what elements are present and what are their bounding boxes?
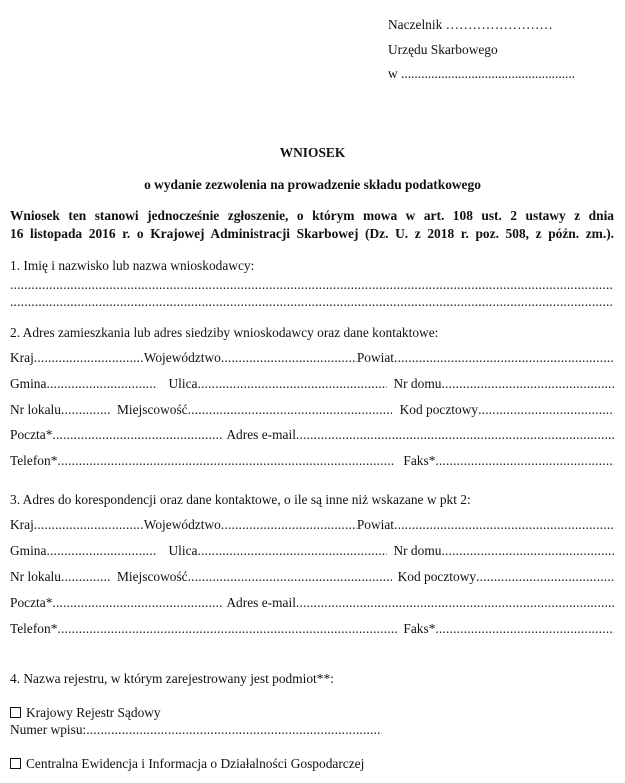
document-title: WNIOSEK	[279, 145, 346, 160]
s3-telefon-label: Telefon*	[10, 621, 58, 636]
s2-poczta-field[interactable]	[52, 427, 222, 443]
s3-gmina-field[interactable]	[46, 543, 156, 559]
ceidg-checkbox[interactable]	[10, 758, 21, 769]
s2-kod-pocztowy-label: Kod pocztowy	[399, 402, 479, 417]
s2-nr-domu-label: Nr domu	[393, 376, 442, 391]
krs-label: Krajowy Rejestr Sądowy	[26, 705, 161, 720]
addressee-line-2: Urzędu Skarbowego	[388, 42, 498, 57]
s2-powiat-field[interactable]	[394, 350, 614, 366]
intro-line-1: Wniosek ten stanowi jednocześnie zgłoszenie, o którym mowa w art. 108 ust. 2 ustawy z dnia	[10, 208, 614, 223]
s2-telefon-field[interactable]	[57, 453, 395, 469]
s3-nr-lokalu-label: Nr lokalu	[10, 569, 61, 584]
numer-wpisu-row	[10, 722, 382, 738]
addressee-line-1: Naczelnik ……………………	[388, 17, 553, 32]
s3-ulica-field[interactable]	[197, 543, 387, 559]
s2-poczta-label: Poczta*	[10, 427, 53, 442]
s2-email-field[interactable]	[296, 427, 614, 443]
section-3-heading: 3. Adres do korespondencji oraz dane kontaktowe, o ile są inne niż wskazane w pkt 2:	[10, 492, 471, 507]
s2-faks-label: Faks*	[403, 453, 436, 468]
s3-kraj-field[interactable]	[34, 517, 144, 533]
s3-powiat-label: Powiat	[356, 517, 395, 532]
s2-email-label: Adres e-mail	[226, 427, 296, 442]
s2-row-telefon	[10, 453, 614, 469]
s2-row-kraj	[10, 350, 614, 366]
s2-miejscowosc-label: Miejscowość	[116, 402, 188, 417]
s2-nr-lokalu-field[interactable]	[61, 402, 111, 418]
s3-row-lokal	[10, 569, 614, 585]
s3-email-field[interactable]	[296, 595, 614, 611]
s3-kod-pocztowy-field[interactable]	[476, 569, 614, 585]
s2-kraj-label: Kraj	[10, 350, 34, 365]
s2-kraj-field[interactable]	[34, 350, 144, 366]
s3-faks-field[interactable]	[435, 621, 614, 637]
s2-nr-domu-field[interactable]	[441, 376, 614, 392]
section-2-heading: 2. Adres zamieszkania lub adres siedziby wnioskodawcy oraz dane kontaktowe:	[10, 325, 439, 340]
s2-miejscowosc-field[interactable]	[188, 402, 392, 418]
s2-row-lokal	[10, 402, 614, 418]
name-field-line-2[interactable]	[10, 294, 614, 310]
s3-telefon-field[interactable]	[57, 621, 397, 637]
s3-wojewodztwo-label: Województwo	[143, 517, 221, 532]
s2-ulica-label: Ulica	[168, 376, 198, 391]
s3-faks-label: Faks*	[403, 621, 436, 636]
intro-line-2: 16 listopada 2016 r. o Krajowej Administracji Skarbowej (Dz. U. z 2018 r. poz. 508, z późn. zm.).	[10, 226, 614, 241]
s3-kraj-label: Kraj	[10, 517, 34, 532]
s3-miejscowosc-field[interactable]	[188, 569, 392, 585]
s2-gmina-field[interactable]	[46, 376, 156, 392]
section-1-heading: 1. Imię i nazwisko lub nazwa wnioskodawcy:	[10, 258, 255, 273]
s2-wojewodztwo-field[interactable]	[221, 350, 357, 366]
addressee-line-3: w ....................................................	[388, 66, 576, 81]
s3-row-telefon	[10, 621, 614, 637]
s2-wojewodztwo-label: Województwo	[143, 350, 221, 365]
numer-wpisu-label: Numer wpisu:	[10, 722, 87, 737]
s2-ulica-field[interactable]	[197, 376, 387, 392]
s3-miejscowosc-label: Miejscowość	[116, 569, 188, 584]
s3-email-label: Adres e-mail	[226, 595, 296, 610]
s2-nr-lokalu-label: Nr lokalu	[10, 402, 61, 417]
ceidg-label: Centralna Ewidencja i Informacja o Działalności Gospodarczej	[26, 756, 365, 771]
s3-row-gmina	[10, 543, 614, 559]
s2-row-gmina	[10, 376, 614, 392]
s3-ulica-label: Ulica	[168, 543, 198, 558]
s3-powiat-field[interactable]	[394, 517, 614, 533]
s3-nr-lokalu-field[interactable]	[61, 569, 111, 585]
s3-poczta-field[interactable]	[52, 595, 222, 611]
section-4-heading: 4. Nazwa rejestru, w którym zarejestrowany jest podmiot**:	[10, 671, 334, 686]
s2-telefon-label: Telefon*	[10, 453, 58, 468]
s3-row-poczta	[10, 595, 614, 611]
s3-wojewodztwo-field[interactable]	[221, 517, 357, 533]
option-krs[interactable]	[10, 705, 161, 721]
s3-row-kraj	[10, 517, 614, 533]
krs-checkbox[interactable]	[10, 707, 21, 718]
s2-powiat-label: Powiat	[356, 350, 395, 365]
s3-nr-domu-field[interactable]	[441, 543, 614, 559]
s3-poczta-label: Poczta*	[10, 595, 53, 610]
s2-faks-field[interactable]	[435, 453, 614, 469]
document-subtitle: o wydanie zezwolenia na prowadzenie składu podatkowego	[144, 177, 481, 192]
s3-kod-pocztowy-label: Kod pocztowy	[397, 569, 477, 584]
s3-nr-domu-label: Nr domu	[393, 543, 442, 558]
s2-gmina-label: Gmina	[10, 376, 47, 391]
name-field-line-1[interactable]	[10, 277, 614, 293]
s2-row-poczta	[10, 427, 614, 443]
option-ceidg[interactable]	[10, 756, 364, 772]
numer-wpisu-field[interactable]	[86, 722, 382, 738]
s2-kod-pocztowy-field[interactable]	[478, 402, 614, 418]
s3-gmina-label: Gmina	[10, 543, 47, 558]
